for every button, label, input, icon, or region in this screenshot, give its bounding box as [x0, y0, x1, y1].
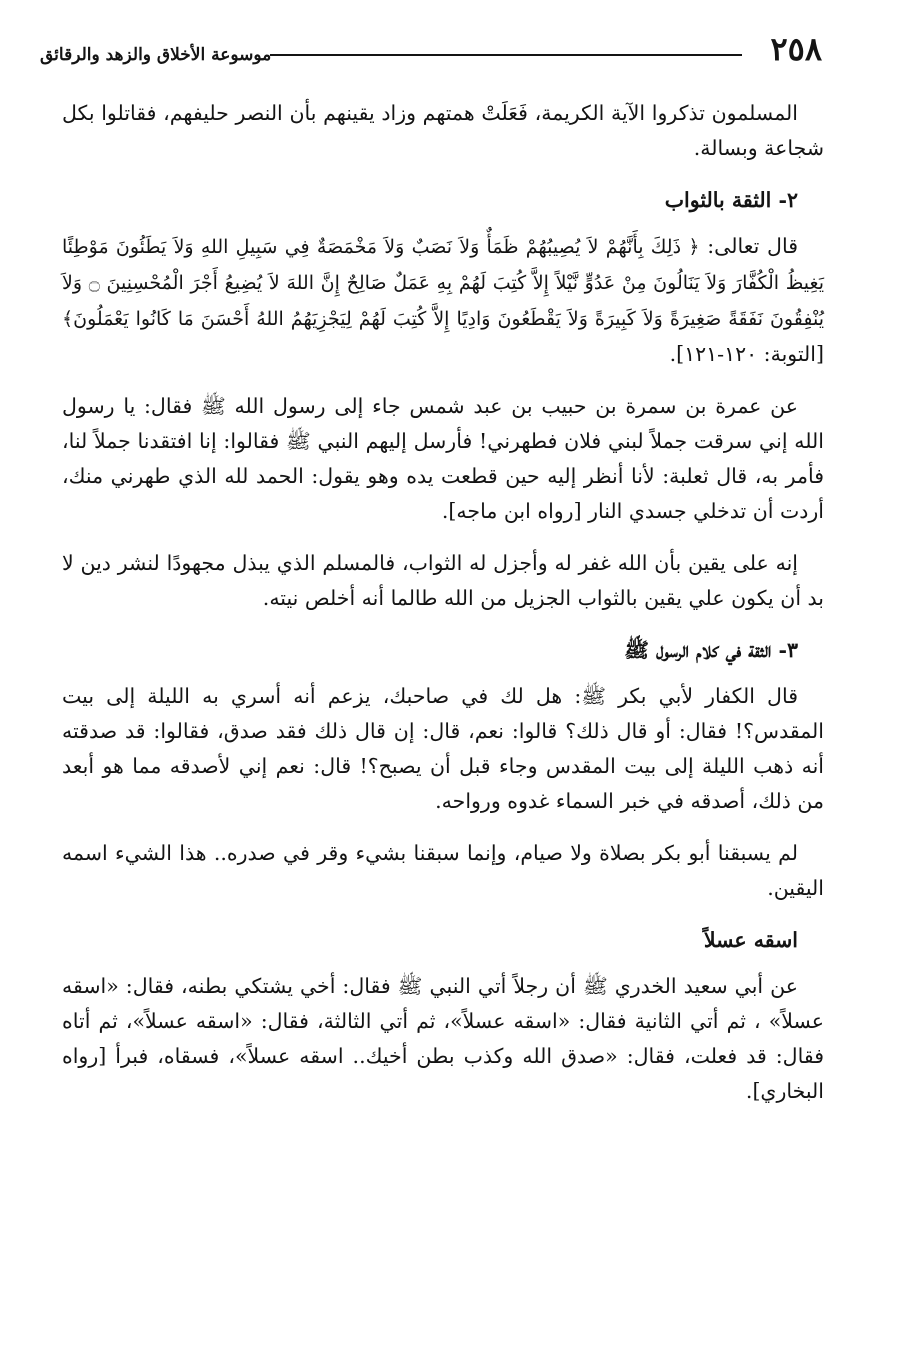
paragraph: عن عمرة بن سمرة بن حبيب بن عبد شمس جاء إلى رسول الله ﷺ فقال: يا رسول الله إني سرقت جملاً لبني فلان فطهرني! فأرسل إليهم النبي ﷺ فقالوا: إنا افتقدنا جملاً لنا، فأمر به، قال ثعلبة: لأنا أنظر إليه حين قطعت يده وهو يقول: الحمد لله الذي طهرني منك، أردت أن تدخلي جسدي النار [رواه ابن ماجه].	[62, 394, 824, 523]
page-header	[40, 30, 822, 70]
paragraph: لم يسبقنا أبو بكر بصلاة ولا صيام، وإنما سبقنا بشيء وقر في صدره.. هذا الشيء اسمه اليقين.	[62, 841, 824, 900]
quran-verse: ﴿ ذَلِكَ بِأَنَّهُمْ لاَ يُصِيبُهُمْ ظَمَأٌ وَلاَ نَصَبٌ وَلاَ مَخْمَصَةٌ فِي سَبِيلِ اللهِ وَلاَ يَطَئُونَ مَوْطِئًا يَغِيظُ الْكُفَّارَ وَلاَ يَنَالُونَ مِنْ عَدُوٍّ نَّيْلاً إِلاَّ كُتِبَ لَهُمْ بِهِ عَمَلٌ صَالِحٌ إِنَّ اللهَ لاَ يُضِيعُ أَجْرَ الْمُحْسِنِينَ ۝ وَلاَ يُنْفِقُونَ نَفَقَةً صَغِيرَةً وَلاَ كَبِيرَةً وَلاَ يَقْطَعُونَ وَادِيًا إِلاَّ كُتِبَ لَهُمْ لِيَجْزِيَهُمُ اللهُ أَحْسَنَ مَا كَانُوا يَعْمَلُونَ﴾	[62, 236, 824, 330]
paragraph: عن أبي سعيد الخدري ﷺ أن رجلاً أتي النبي ﷺ فقال: أخي يشتكي بطنه، فقال: «اسقه عسلاً» ، ثم أتي الثانية فقال: «اسقه عسلاً»، ثم أتي الثالثة، فقال: «اسقه عسلاً»، ثم أتاه فقال: قد فعلت، فقال: «صدق الله وكذب بطن أخيك.. اسقه عسلاً»، فسقاه، فبرأ [رواه البخاري].	[62, 974, 824, 1103]
paragraph: قال الكفار لأبي بكر ﷺ: هل لك في صاحبك، يزعم أنه أسري به الليلة إلى بيت المقدس؟! فقال: أو قال ذلك؟ قالوا: نعم، قال: إن قال ذلك فقد صدق، فقالوا: قد صدقته أنه ذهب الليلة إلى بيت المقدس وجاء قبل أن يصبح؟! قال: نعم إني لأصدقه مما هو أبعد من ذلك، أصدقه في خبر السماء غدوه ورواحه.	[62, 684, 824, 813]
page-number: ٢٥٨	[770, 30, 822, 68]
section-heading: ٢- الثقة بالثواب	[664, 188, 798, 212]
section-heading: ٣- الثقة في كلام الرسول ﷺ	[624, 638, 798, 662]
paragraph: المسلمون تذكروا الآية الكريمة، فَعَلَتْ همتهم وزاد يقينهم بأن النصر حليفهم، فقاتلوا بكل شجاعة وبسالة.	[62, 101, 824, 160]
paragraph: إنه على يقين بأن الله غفر له وأجزل له الثواب، فالمسلم الذي يبذل مجهودًا لنشر دين لا بد أن يكون علي يقين بالثواب الجزيل من الله طالما أنه أخلص نيته.	[62, 551, 824, 610]
section-heading: اسقه عسلاً	[703, 928, 798, 952]
header-rule	[270, 54, 742, 56]
page-body	[62, 96, 824, 1126]
quote-intro: قال تعالى:	[699, 234, 798, 258]
verse-reference: [التوبة: ١٢٠-١٢١].	[669, 342, 824, 366]
quran-paragraph	[62, 229, 824, 372]
book-title: موسوعة الأخلاق والزهد والرقائق	[40, 45, 272, 65]
